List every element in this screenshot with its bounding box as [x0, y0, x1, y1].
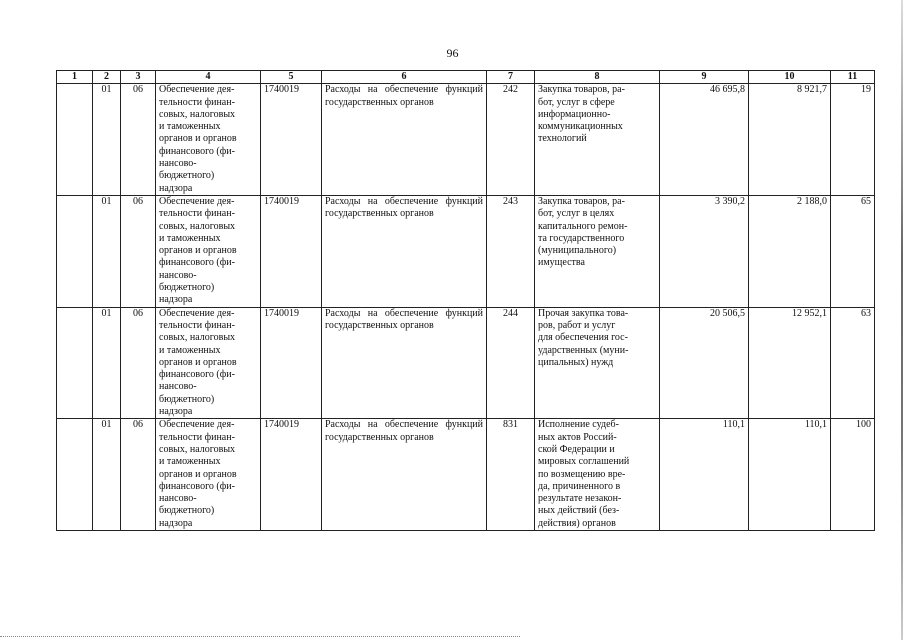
cell-percent: 65 — [831, 195, 875, 307]
cell-percent: 63 — [831, 307, 875, 419]
cell-subsection: 06 — [121, 84, 156, 196]
cell-target-article: 1740019 — [261, 307, 322, 419]
cell-subsection-name: Обеспечение дея- тельности финан- совых, налоговых и таможенных органов и органов финансового (фи- нансово- бюджетного) надзора — [156, 84, 261, 196]
cell-section: 01 — [93, 419, 121, 531]
budget-table — [56, 70, 875, 531]
cell-percent: 100 — [831, 419, 875, 531]
col-header-1: 1 — [57, 71, 93, 84]
cell-expense-type: 244 — [487, 307, 535, 419]
col-header-11: 11 — [831, 71, 875, 84]
cell-subsection-name: Обеспечение дея- тельности финан- совых, налоговых и таможенных органов и органов финансового (фи- нансово- бюджетного) надзора — [156, 195, 261, 307]
cell-expense-type-name: Исполнение судеб- ных актов Россий- ской Федерации и мировых соглашений по возмещению вре- да, причиненного в результате незакон- ных действий (без- действия) органов — [535, 419, 660, 531]
col-header-3: 3 — [121, 71, 156, 84]
cell-actual-amount: 110,1 — [749, 419, 831, 531]
cell-subsection: 06 — [121, 195, 156, 307]
cell-expense-type: 243 — [487, 195, 535, 307]
table-row — [57, 419, 875, 531]
cell-article-name: Расходы на обеспечение функций государственных органов — [322, 307, 487, 419]
col-header-10: 10 — [749, 71, 831, 84]
table-row — [57, 195, 875, 307]
cell-plan-amount: 20 506,5 — [660, 307, 749, 419]
cell-actual-amount: 12 952,1 — [749, 307, 831, 419]
cell-subsection-name: Обеспечение дея- тельности финан- совых, налоговых и таможенных органов и органов финансового (фи- нансово- бюджетного) надзора — [156, 419, 261, 531]
cell-plan-amount: 3 390,2 — [660, 195, 749, 307]
cell-number — [57, 84, 93, 196]
table-row — [57, 307, 875, 419]
cell-article-name: Расходы на обеспечение функций государственных органов — [322, 419, 487, 531]
cell-expense-type-name: Прочая закупка това- ров, работ и услуг для обеспечения гос- ударственных (муни- ципальных) нужд — [535, 307, 660, 419]
cell-expense-type: 831 — [487, 419, 535, 531]
cell-plan-amount: 110,1 — [660, 419, 749, 531]
scan-edge-right — [901, 0, 903, 640]
cell-section: 01 — [93, 195, 121, 307]
col-header-2: 2 — [93, 71, 121, 84]
cell-subsection: 06 — [121, 307, 156, 419]
cell-number — [57, 307, 93, 419]
cell-subsection: 06 — [121, 419, 156, 531]
cell-number — [57, 195, 93, 307]
col-header-9: 9 — [660, 71, 749, 84]
cell-expense-type-name: Закупка товаров, ра- бот, услуг в сфере информационно- коммуникационных технологий — [535, 84, 660, 196]
col-header-4: 4 — [156, 71, 261, 84]
col-header-6: 6 — [322, 71, 487, 84]
cell-target-article: 1740019 — [261, 84, 322, 196]
cell-actual-amount: 8 921,7 — [749, 84, 831, 196]
cell-article-name: Расходы на обеспечение функций государственных органов — [322, 84, 487, 196]
header-row — [57, 71, 875, 84]
page-number: 96 — [446, 46, 459, 60]
cell-actual-amount: 2 188,0 — [749, 195, 831, 307]
cell-number — [57, 419, 93, 531]
cell-target-article: 1740019 — [261, 195, 322, 307]
col-header-5: 5 — [261, 71, 322, 84]
col-header-7: 7 — [487, 71, 535, 84]
cell-percent: 19 — [831, 84, 875, 196]
col-header-8: 8 — [535, 71, 660, 84]
cell-subsection-name: Обеспечение дея- тельности финан- совых, налоговых и таможенных органов и органов финансового (фи- нансово- бюджетного) надзора — [156, 307, 261, 419]
cell-expense-type: 242 — [487, 84, 535, 196]
cell-target-article: 1740019 — [261, 419, 322, 531]
cell-article-name: Расходы на обеспечение функций государственных органов — [322, 195, 487, 307]
cell-section: 01 — [93, 307, 121, 419]
table-row — [57, 84, 875, 196]
scan-edge-bottom — [0, 636, 520, 638]
cell-expense-type-name: Закупка товаров, ра- бот, услуг в целях капитального ремон- та государственного (муниципального) имущества — [535, 195, 660, 307]
cell-plan-amount: 46 695,8 — [660, 84, 749, 196]
cell-section: 01 — [93, 84, 121, 196]
